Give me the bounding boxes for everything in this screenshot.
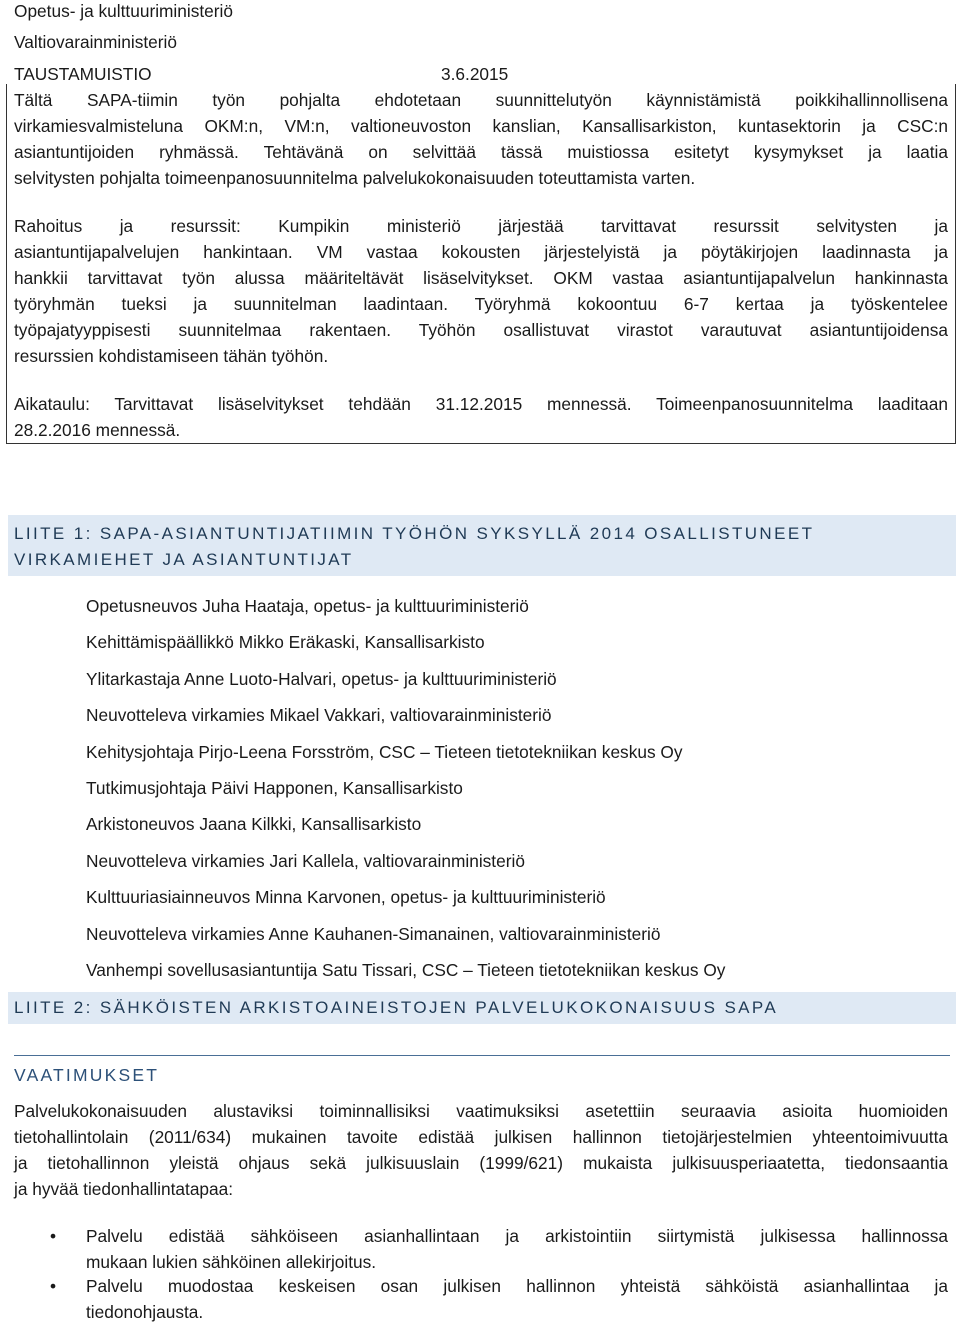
requirements-heading: VAATIMUKSET xyxy=(14,1065,160,1085)
text-line: mukaan lukien sähköinen allekirjoitus. xyxy=(86,1252,377,1272)
requirements-intro xyxy=(14,1098,948,1202)
text-line: virkamiesvalmisteluna OKM:n, VM:n, valtioneuvoston kanslian, Kansallisarkiston, kuntasektorin ja CSC:n xyxy=(14,116,948,136)
text-line: Aikataulu: Tarvittavat lisäselvitykset tehdään 31.12.2015 mennessä. Toimeenpanosuunnitelma laaditaan xyxy=(14,394,948,414)
text-line: asiantuntijoiden ryhmässä. Tehtävänä on selvittää tässä muistiossa esitetyt kysymykset ja laatia xyxy=(14,142,948,162)
text-line: Rahoitus ja resurssit: Kumpikin ministeriö järjestää tarvittavat resurssit selvitysten ja xyxy=(14,216,948,236)
heading-line: VIRKAMIEHET JA ASIANTUNTIJAT xyxy=(14,550,354,569)
list-item: Opetusneuvos Juha Haataja, opetus- ja kulttuuriministeriö xyxy=(86,596,529,616)
text-line: Tältä SAPA-tiimin työn pohjalta ehdotetaan suunnittelutyön käynnistämistä poikkihallinnollisena xyxy=(14,90,948,110)
member-list xyxy=(86,588,725,988)
ministry-name-okm: Opetus- ja kulttuuriministeriö xyxy=(14,1,233,21)
memo-date: 3.6.2015 xyxy=(441,64,509,84)
text-line: Palvelu edistää sähköiseen asianhallintaan ja arkistointiin siirtymistä julkisessa hallinnossa xyxy=(86,1226,948,1246)
appendix-1-heading xyxy=(8,515,956,576)
list-item: Arkistoneuvos Jaana Kilkki, Kansallisarkisto xyxy=(86,814,422,835)
text-line: työpajatyyppisesti suunnitelmaa rakentaen. Työhön osallistuvat virastot varautuvat asiantuntijoidensa xyxy=(14,320,948,340)
ministry-name-vm: Valtiovarainministeriö xyxy=(14,32,177,52)
text-line: Palvelukokonaisuuden alustaviksi toiminnallisiksi vaatimuksiksi asetettiin seuraavia asioita huomioiden xyxy=(14,1101,948,1121)
heading-line: LIITE 2: SÄHKÖISTEN ARKISTOAINEISTOJEN PALVELUKOKONAISUUS SAPA xyxy=(14,998,779,1017)
bullet-icon: • xyxy=(50,1226,57,1246)
text-line: resurssien kohdistamiseen tähän työhön. xyxy=(14,346,329,366)
text-line: tiedonohjausta. xyxy=(86,1302,204,1322)
memo-paragraph-funding xyxy=(14,213,948,369)
list-item: Neuvotteleva virkamies Jari Kallela, valtiovarainministeriö xyxy=(86,850,525,871)
heading-line: LIITE 1: SAPA-ASIANTUNTIJATIIMIN TYÖHÖN SYKSYLLÄ 2014 OSALLISTUNEET xyxy=(14,524,815,543)
list-item: Kehitysjohtaja Pirjo-Leena Forsström, CSC – Tieteen tietotekniikan keskus Oy xyxy=(86,741,683,762)
text-line: työryhmän tueksi ja suunnitelman laadintaan. Työryhmä kokoontuu 6-7 kertaa ja työskentelee xyxy=(14,294,948,314)
text-line: ja hyvää tiedonhallintatapaa: xyxy=(14,1179,234,1199)
list-item: Tutkimusjohtaja Päivi Happonen, Kansallisarkisto xyxy=(86,778,463,799)
text-line: ja tietohallinnon yleistä ohjaus sekä julkisuuslain (1999/621) mukaista julkisuusperiaatetta, tiedonsaantia xyxy=(14,1153,948,1173)
text-line: hankkii tarvittavat työn alussa määriteltävät lisäselvitykset. OKM vastaa asiantuntijapalvelun hankinnasta xyxy=(14,268,948,288)
list-item: Kulttuuriasiainneuvos Minna Karvonen, opetus- ja kulttuuriministeriö xyxy=(86,887,606,908)
list-item: Neuvotteleva virkamies Mikael Vakkari, valtiovarainministeriö xyxy=(86,705,552,726)
list-item: Vanhempi sovellusasiantuntija Satu Tissari, CSC – Tieteen tietotekniikan keskus Oy xyxy=(86,960,726,981)
appendix-2-heading xyxy=(8,992,956,1024)
list-item: Neuvotteleva virkamies Anne Kauhanen-Simanainen, valtiovarainministeriö xyxy=(86,923,661,944)
text-line: asiantuntijapalvelujen hankintaan. VM vastaa kokousten järjestelyistä ja pöytäkirjojen laadinnasta ja xyxy=(14,242,948,262)
bullet-icon: • xyxy=(50,1276,57,1296)
memo-paragraph-schedule xyxy=(14,391,948,443)
section-divider xyxy=(14,1055,950,1056)
text-line: Palvelu muodostaa keskeisen osan julkisen hallinnon yhteistä sähköistä asianhallintaa ja xyxy=(86,1276,948,1296)
text-line: selvitysten pohjalta toimeenpanosuunnitelma palvelukokonaisuuden toteuttamista varten. xyxy=(14,168,696,188)
list-item: Ylitarkastaja Anne Luoto-Halvari, opetus- ja kulttuuriministeriö xyxy=(86,668,557,689)
text-line: 28.2.2016 mennessä. xyxy=(14,420,181,440)
text-line: tietohallintolain (2011/634) mukainen tavoite edistää julkisen hallinnon tietojärjestelmien yhteentoimivuutta xyxy=(14,1127,948,1147)
list-item: Kehittämispäällikkö Mikko Eräkaski, Kansallisarkisto xyxy=(86,632,485,653)
memo-paragraph-task xyxy=(14,87,948,191)
memo-label: TAUSTAMUISTIO xyxy=(14,64,152,84)
